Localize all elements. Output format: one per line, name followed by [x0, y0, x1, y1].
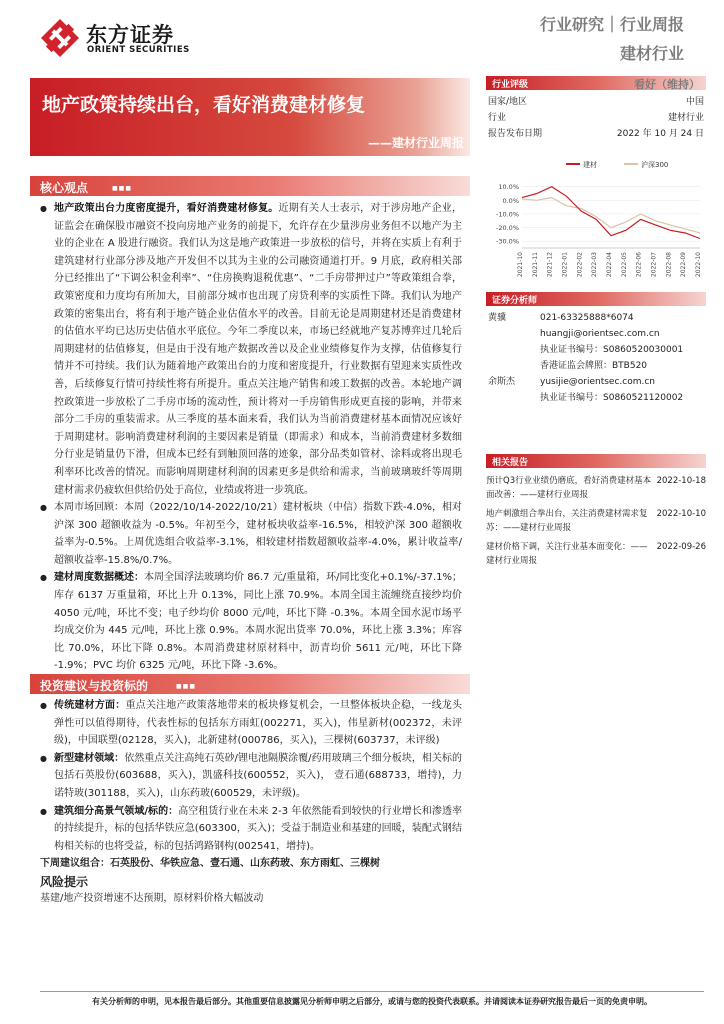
invest-point-1-lead: 传统建材方面： — [54, 700, 126, 711]
analyst-row — [486, 342, 706, 358]
report-type-header — [540, 12, 684, 64]
kv-value: 2022 年 10 月 24 日 — [616, 129, 704, 139]
analyst-license: 香港证监会牌照：BTB520 — [540, 361, 648, 371]
company-logo — [40, 16, 200, 60]
kv-key: 行业 — [488, 113, 507, 123]
analyst-row — [486, 390, 706, 406]
kv-value: 中国 — [685, 97, 704, 107]
analyst-email[interactable]: yusijie@orientsec.com.cn — [540, 377, 656, 387]
core-point-3-text: 本周全国浮法玻璃均价 86.7 元/重量箱，环/同比变化+0.1%/-37.1%；库存 6137 万重量箱，环比上升 0.13%，同比上涨 70.9%。本周全国主流缠绕直接纱均价 4050 元/吨，环比不变；电子纱均价 8000 元/吨，环比下降 -0.3%。本周全国水泥市场平均成交价为 445 元/吨，环比上涨 0.9%。本周水泥出货率 70.0%，环比上涨 3.3%；库容比 70.0%，环比下降 0.8%。本周消费建材原材料中，沥青均价 5611 元/吨，环比下降 -1.9%；PVC 均价 6325 元/吨，环比下降 -3.6%。 — [54, 572, 463, 672]
analyst-row — [486, 310, 706, 326]
y-tick-label: -10.0% — [496, 210, 519, 219]
performance-chart — [486, 158, 708, 282]
invest-point-1 — [40, 697, 462, 750]
kv-key: 国家/地区 — [488, 97, 528, 107]
analyst-name: 黄骥 — [488, 313, 507, 323]
analyst-phone: 021-63325888*6074 — [540, 313, 634, 323]
x-tick-label: 2022-09 — [680, 252, 688, 278]
series-line — [522, 187, 700, 239]
related-report[interactable] — [486, 474, 706, 502]
analyst-row — [486, 358, 706, 374]
analyst-email[interactable]: huangji@orientsec.com.cn — [540, 329, 660, 339]
analyst-header — [486, 292, 706, 306]
invest-body — [40, 697, 462, 907]
disclaimer-footer: 有关分析师的申明，见本报告最后部分。其他重要信息披露见分析师申明之后部分，或请与您的投资代表联系。并请阅读本证券研究报告最后一页的免责申明。 — [40, 991, 704, 1007]
report-subtitle: ——建材行业周报 — [367, 136, 464, 150]
invest-title: 投资建议与投资标的 — [40, 679, 149, 693]
x-tick-label: 2022-04 — [606, 252, 613, 278]
related-report-date: 2022-10-18 — [656, 476, 706, 486]
orient-logo-icon — [40, 18, 80, 58]
risk-text: 基建/地产投资增速不达预期，原材料价格大幅波动 — [40, 893, 264, 905]
invest-point-3-lead: 建筑细分高景气领域/标的： — [54, 805, 179, 817]
legend-label: 沪深300 — [641, 161, 669, 169]
logo-text-en: ORIENT SECURITIES — [87, 45, 190, 55]
kv-row-date — [486, 126, 706, 142]
title-banner — [30, 78, 470, 156]
core-point-1-text: 近期有关人士表示，对于涉房地产企业，证监会在确保股市融资不投向房地产业务的前提下，允许存在少量涉房业务但不以地产为主业的企业在 A 股进行融资。我们认为这是地产政策进一步放松的信号，并将在实质上有利于建筑建材行业部分涉及地产开发但不以其为主业的公司融资通道打开。9 月底，政府相关部分已经推出了“下调公积金利率”、“住房换购退税优惠”、“二手房带押过户”等政策组合拳，政策密度和力度均有所加大，目前部分城市也出现了房贷利率的实质性下降。我们认为地产政策的密集出台，将有利于地产链企业估值水平的改善。目前无论是周期建材还是消费建材的估值水平均已达历史估值水平底位。今年二季度以来，市场已经就地产复苏博弈过几轮后周期建材的估值修复，但是由于没有地产数据改善以及企业业绩修复作为支撑，估值修复行情并不可持续。我们认为随着地产政策出台的力度和密度提升，行业数据有望迎来实质性改善，后续修复行情可持续性将有所提升。重点关注地产销售和竣工数据的改善。本轮地产调控政策进一步放松了二手房市场的流动性，预计将对一手房销售形成更直接的影响，并带来部分二手房的重装需求。从三季度的基本面来看，我们认为当前消费建材基本面情况应该好于周期建材。影响消费建材利润的主要因素是销量（即需求）和成本，当前消费建材多数细分行业是销量仍下滑，但成本已经有到触顶回落的迹象，部分品类如管材、涂料或将出现毛利率环比改善的情况。而影响周期建材利润的因素更多是供给和需求，当前玻璃玻纤等周期建材需求仍疲软但供给仍处于高位，业绩或将进一步筑底。 — [54, 203, 463, 496]
risk-title: 风险提示 — [40, 875, 89, 890]
portfolio-suggestion: 下周建议组合：石英股份、华铁应急、壹石通、山东药玻、东方雨虹、三棵树 — [40, 858, 380, 870]
analyst-row — [486, 326, 706, 342]
x-tick-label: 2022-02 — [576, 252, 584, 278]
x-tick-label: 2022-10 — [695, 252, 702, 278]
related-report-title: 建材价格下调，关注行业基本面变化：——建材行业周报 — [486, 542, 648, 566]
kv-value: 建材行业 — [667, 113, 704, 123]
x-tick-label: 2021-12 — [546, 252, 554, 278]
analyst-panel — [486, 292, 706, 406]
y-tick-label: 0.0% — [502, 196, 519, 205]
related-report-date: 2022-09-26 — [656, 542, 706, 552]
core-points-header — [30, 176, 470, 196]
header-dots-icon: ■■■ — [176, 683, 197, 690]
x-tick-label: 2022-08 — [665, 252, 673, 278]
legend-label: 建材 — [583, 161, 597, 169]
y-tick-label: 10.0% — [498, 183, 519, 192]
report-category: 行业研究｜行业周报 — [539, 15, 684, 34]
analyst-name: 余斯杰 — [488, 377, 516, 387]
kv-row-region — [486, 94, 706, 110]
header-dots-icon: ■■■ — [112, 185, 133, 192]
related-report[interactable] — [486, 540, 706, 568]
invest-point-3 — [40, 803, 462, 856]
kv-key: 报告发布日期 — [488, 129, 543, 139]
related-header — [486, 454, 706, 468]
kv-row-industry — [486, 110, 706, 126]
y-tick-label: -30.0% — [496, 237, 519, 246]
core-point-3 — [40, 569, 462, 675]
rating-panel — [486, 76, 706, 142]
y-tick-label: -20.0% — [496, 224, 519, 233]
x-tick-label: 2022-01 — [561, 252, 569, 278]
core-point-2 — [40, 499, 462, 569]
related-report[interactable] — [486, 507, 706, 535]
related-report-title: 预计Q3行业业绩仍磨底，看好消费建材基本面改善：——建材行业周报 — [486, 476, 652, 500]
x-tick-label: 2022-05 — [620, 252, 628, 278]
invest-header — [30, 674, 470, 694]
analyst-cert: 执业证书编号：S0860521120002 — [540, 393, 684, 403]
analyst-label: 证券分析师 — [492, 296, 538, 306]
report-title: 地产政策持续出台，看好消费建材修复 — [42, 94, 366, 116]
invest-point-2-text: 依然重点关注高纯石英砂/锂电池隔膜涂覆/药用玻璃三个细分板块，相关标的包括石英股份(603688，买入)，凯盛科技(600552，买入)， 壹石通(688733，增持)，力诺特玻(301188，买入)，山东药玻(600529，未评级)。 — [54, 752, 462, 799]
x-tick-label: 2022-03 — [591, 252, 599, 278]
x-tick-label: 2022-07 — [650, 252, 658, 278]
core-point-2-text: 本周市场回顾：本周（2022/10/14-2022/10/21）建材板块（中信）指数下跌-4.0%，相对沪深 300 超额收益为 -0.5%。年初至今，建材板块收益率-16.5%，相较沪深 300 超额收益率为-0.5%。上周优选组合收益率-3.1%，相较建材指数超额收益率-4.0%，累计收益率/超额收益率-15.8%/0.7%。 — [54, 502, 462, 566]
invest-point-2-lead: 新型建材领域： — [54, 752, 125, 764]
analyst-row — [486, 374, 706, 390]
core-points-body — [40, 200, 462, 675]
core-point-3-lead: 建材周度数据概述： — [54, 572, 145, 584]
related-report-title: 地产刺激组合拳出台，关注消费建材需求复苏：——建材行业周报 — [486, 509, 648, 533]
core-points-title: 核心观点 — [40, 181, 89, 195]
rating-header — [486, 76, 706, 90]
x-tick-label: 2021-10 — [517, 252, 524, 278]
invest-point-3-text: 高空租赁行业在未来 2-3 年依然能看到较快的行业增长和渗透率的持续提升，标的包括华铁应急(603300，买入)；受益于制造业和基建的回暖，装配式钢结构相关标的也将受益，标的包括鸿路钢构(002541，增持)。 — [54, 805, 462, 852]
related-report-date: 2022-10-10 — [656, 509, 706, 519]
related-panel — [486, 454, 706, 568]
analyst-cert: 执业证书编号：S0860520030001 — [540, 345, 684, 355]
invest-point-1-text: 重点关注地产政策落地带来的板块修复机会，一旦整体板块企稳，一线龙头弹性可以值得期待，代表性标的包括东方雨虹(002271，买入)，伟星新材(002372，未评级)，中国联塑(02128，买入)，北新建材(000786，买入)，三棵树(603737，未评级) — [54, 700, 463, 747]
x-tick-label: 2022-06 — [635, 252, 643, 278]
core-point-1-lead: 地产政策出台力度密度提升，看好消费建材修复。 — [54, 203, 279, 214]
rating-value: 看好（维持） — [634, 78, 700, 91]
x-tick-label: 2021-11 — [531, 252, 539, 278]
rating-label: 行业评级 — [492, 80, 529, 90]
related-label: 相关报告 — [492, 458, 529, 468]
core-point-1 — [40, 200, 462, 499]
logo-text-cn: 东方证券 — [86, 23, 174, 47]
report-industry: 建材行业 — [619, 44, 684, 63]
invest-point-2 — [40, 750, 462, 803]
